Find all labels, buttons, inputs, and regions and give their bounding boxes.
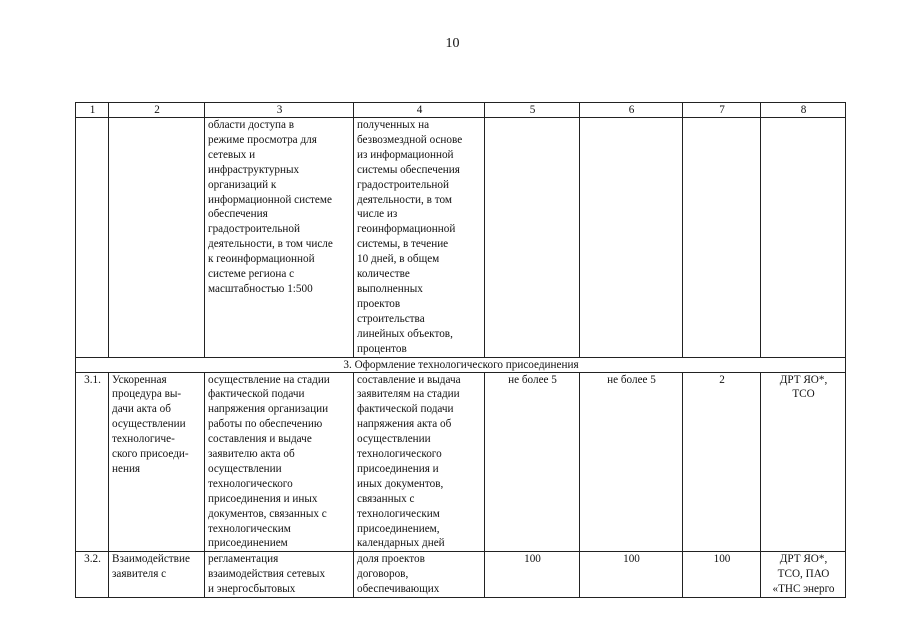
- row-value-6: 100: [580, 552, 683, 598]
- row-name: Ускоренная процедура вы- дачи акта об осуществлении технологиче- ского присоеди- нения: [109, 372, 205, 552]
- row-indicator: составление и выдача заявителям на стадии фактической подачи напряжения акта об осуществлении технологического присоединения и иных документов, связанных с технологическим присоединением, календарных дней: [354, 372, 485, 552]
- header-cell-4: 4: [354, 103, 485, 118]
- section-title: 3. Оформление технологического присоединения: [76, 357, 846, 372]
- cont-cell-6: [580, 118, 683, 358]
- cont-cell-1: [76, 118, 109, 358]
- header-cell-5: 5: [485, 103, 580, 118]
- row-number: 3.1.: [76, 372, 109, 552]
- document-table: [75, 102, 846, 598]
- row-responsible: ДРТ ЯО*, ТСО, ПАО «ТНС энерго: [761, 552, 846, 598]
- cont-indicator-cell: полученных на безвозмездной основе из информационной системы обеспечения градостроительной деятельности, в том числе из геоинформационной системы, в течение 10 дней, в общем количестве выполненных проектов строительства линейных объектов, процентов: [354, 118, 485, 358]
- header-cell-3: 3: [205, 103, 354, 118]
- row-number: 3.2.: [76, 552, 109, 598]
- cont-cell-2: [109, 118, 205, 358]
- cont-cell-5: [485, 118, 580, 358]
- row-value-5: 100: [485, 552, 580, 598]
- cont-cell-8: [761, 118, 846, 358]
- row-value-5: не более 5: [485, 372, 580, 552]
- header-cell-2: 2: [109, 103, 205, 118]
- header-cell-8: 8: [761, 103, 846, 118]
- cont-measure-cell: области доступа в режиме просмотра для сетевых и инфраструктурных организаций к информационной системе обеспечения градостроительной деятельности, в том числе к геоинформационной системе региона с масштабностью 1:500: [205, 118, 354, 358]
- cont-cell-7: [683, 118, 761, 358]
- continued-row: [76, 118, 846, 358]
- header-row: [76, 103, 846, 118]
- row-value-7: 2: [683, 372, 761, 552]
- section-row: [76, 357, 846, 372]
- header-cell-1: 1: [76, 103, 109, 118]
- header-cell-7: 7: [683, 103, 761, 118]
- table-row: [76, 372, 846, 552]
- row-value-6: не более 5: [580, 372, 683, 552]
- table-row: [76, 552, 846, 598]
- row-measure: осуществление на стадии фактической подачи напряжения организации работы по обеспечению составления и выдаче заявителю акта об осуществлении технологического присоединения и иных документов, связанных с технологическим присоединением: [205, 372, 354, 552]
- row-responsible: ДРТ ЯО*, ТСО: [761, 372, 846, 552]
- row-indicator: доля проектов договоров, обеспечивающих: [354, 552, 485, 598]
- row-name: Взаимодействие заявителя с: [109, 552, 205, 598]
- row-value-7: 100: [683, 552, 761, 598]
- header-cell-6: 6: [580, 103, 683, 118]
- page-number: 10: [445, 36, 460, 51]
- row-measure: регламентация взаимодействия сетевых и энергосбытовых: [205, 552, 354, 598]
